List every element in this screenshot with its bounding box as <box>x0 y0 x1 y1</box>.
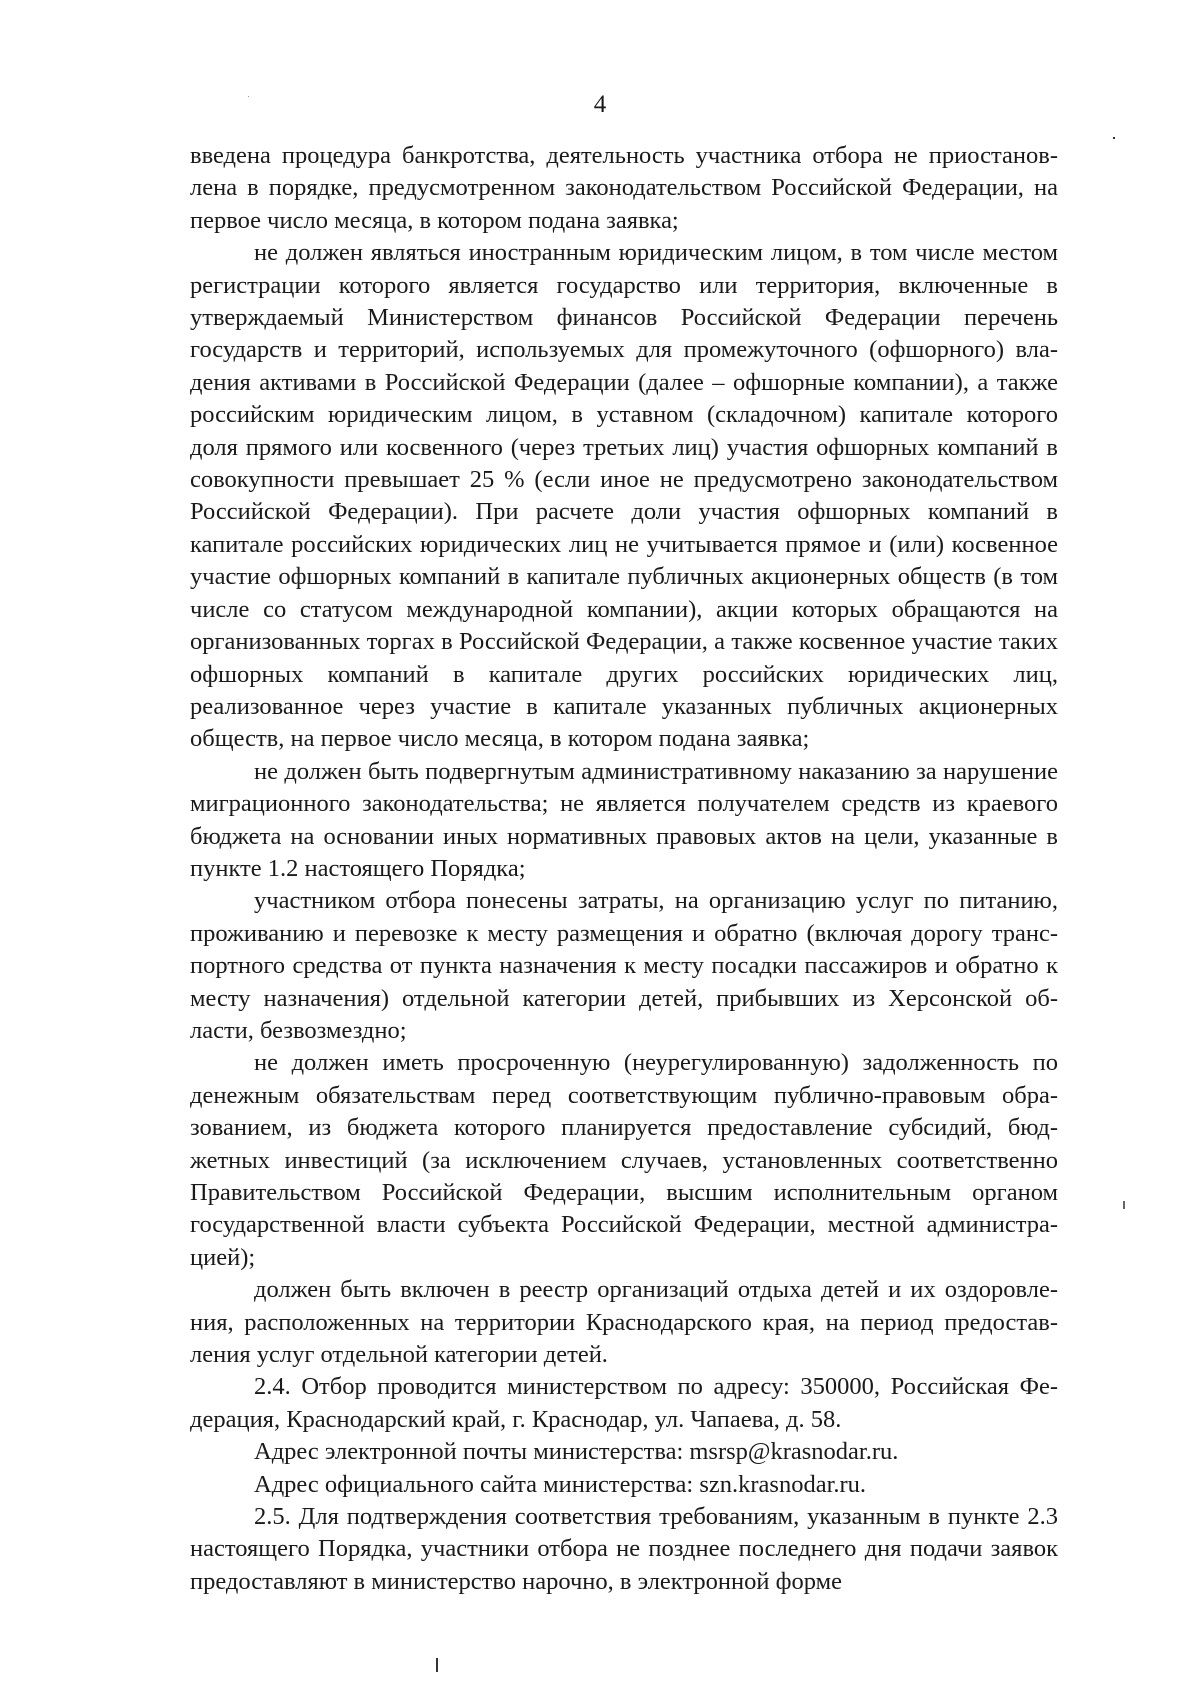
paragraph: не должен иметь просроченную (неурегулированную) задолженность по денежным обязательствам перед соответствующим публично-правовым образованием, из бюджета которого планируется предоставление субсидий, бюджетных инвестиций (за исключением случаев, установленных соответственно Правительством Российской Федерации, высшим исполнительным органом государственной власти субъекта Российской Федерации, местной администрацией); <box>190 1049 1058 1271</box>
document-body <box>190 140 1058 1598</box>
paragraph: не должен являться иностранным юридическим лицом, в том числе местом регистрации которого является государство или территория, включенные в утверждаемый Министерством финансов Российской Федерации перечень государств и территорий, используемых для промежуточного (офшорного) владения активами в Российской Федерации (далее – офшорные компании), а также российским юридическим лицом, в уставном (складочном) капитале которого доля прямого или косвенного (через третьих лиц) участия офшорных компаний в совокупности превышает 25 % (если иное не предусмотрено законодательством Российской Федерации). При расчете доли участия офшорных компаний в капитале российских юридических лиц не учитывается прямое и (или) косвенное участие офшорных компаний в капитале публичных акционерных обществ (в том числе со статусом международной компании), акции которых обращаются на организованных торгах в Российской Федерации, а также косвенное участие таких офшорных компаний в капитале других российских юридических лиц, реализованное через участие в капитале указанных публичных акционерных обществ, на первое число месяца, в котором подана заявка; <box>190 239 1058 753</box>
paragraph: 2.5. Для подтверждения соответствия требованиям, указанным в пункте 2.3 настоящего Порядка, участники отбора не позднее последнего дня подачи заявок предоставляют в министерство нарочно, в электронной форме <box>190 1503 1058 1595</box>
paragraph: не должен быть подвергнутым административному наказанию за нарушение миграционного законодательства; не является получателем средств из краевого бюджета на основании иных нормативных правовых актов на цели, указанные в пункте 1.2 настоящего Порядка; <box>190 757 1058 882</box>
paragraph: 2.4. Отбор проводится министерством по адресу: 350000, Российская Федерация, Краснодарский край, г. Краснодар, ул. Чапаева, д. 58. <box>190 1373 1058 1433</box>
paragraph: участником отбора понесены затраты, на организацию услуг по питанию, проживанию и перевозке к месту размещения и обратно (включая дорогу транспортного средства от пункта назначения к месту посадки пассажиров и обратно к месту назначения) отдельной категории детей, прибывших из Херсонской области, безвозмездно; <box>190 887 1058 1044</box>
scan-mark <box>436 1658 438 1672</box>
scan-speck <box>1113 137 1115 139</box>
paragraph: введена процедура банкротства, деятельность участника отбора не приостановлена в порядке, предусмотренном законодательством Российской Федерации, на первое число месяца, в котором подана заявка; <box>190 142 1058 234</box>
page-number: 4 <box>593 91 607 118</box>
scan-speck <box>1123 1201 1125 1209</box>
paragraph-email: Адрес электронной почты министерства: msrsp@krasnodar.ru. <box>254 1438 899 1466</box>
paragraph-website: Адрес официального сайта министерства: szn.krasnodar.ru. <box>254 1470 867 1498</box>
paragraph: должен быть включен в реестр организаций отдыха детей и их оздоровления, расположенных на территории Краснодарского края, на период предоставления услуг отдельной категории детей. <box>190 1276 1058 1369</box>
